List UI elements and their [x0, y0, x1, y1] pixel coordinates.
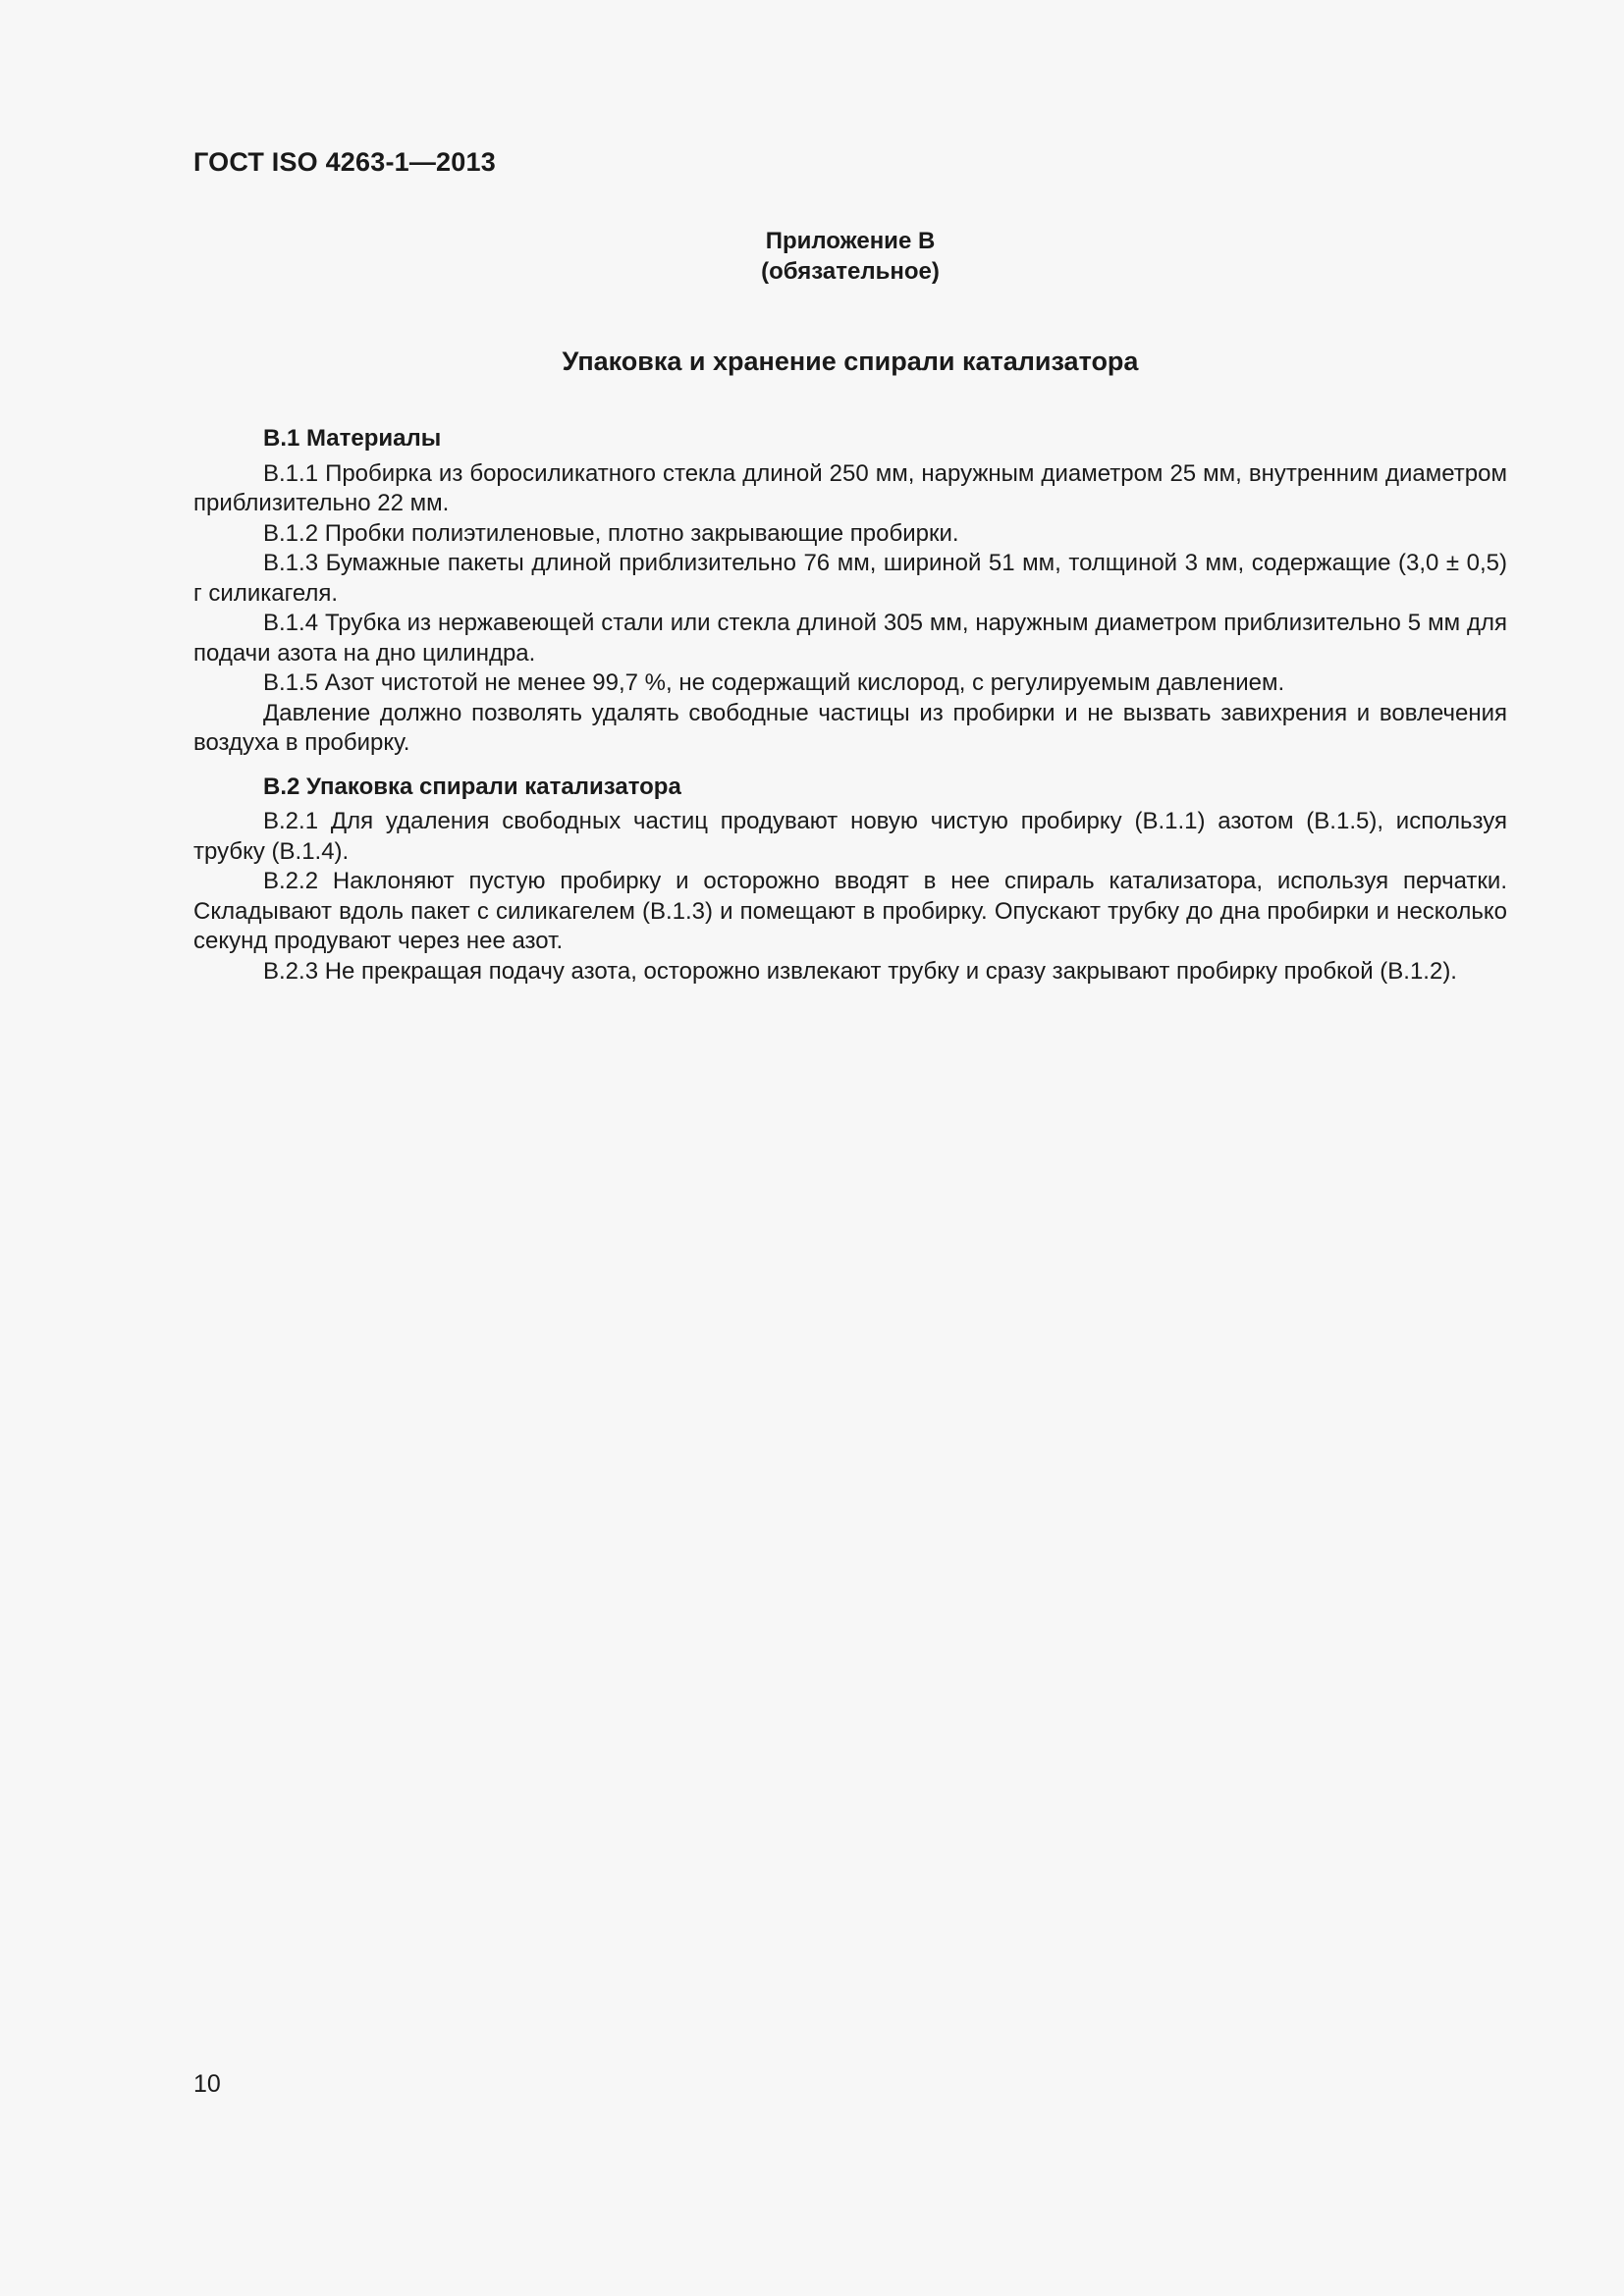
paragraph-b-2-3: В.2.3 Не прекращая подачу азота, осторожно извлекают трубку и сразу закрывают пробирку пробкой (В.1.2). — [263, 957, 1457, 985]
paragraph-b-2-1: В.2.1 Для удаления свободных частиц продувают новую чистую пробирку (В.1.1) азотом (В.1.5), используя трубку (В.1.4). — [193, 808, 1507, 865]
paragraph-b-2-2: В.2.2 Наклоняют пустую пробирку и осторожно вводят в нее спираль катализатора, используя перчатки. Складывают вдоль пакет с силикагелем (В.1.3) и помещают в пробирку. Опускают трубку до дна пробирки и несколько секунд продувают через нее азот. — [193, 868, 1507, 954]
document-body — [193, 424, 1507, 987]
paragraph-b-1-5: В.1.5 Азот чистотой не менее 99,7 %, не содержащий кислород, с регулируемым давлением. — [263, 669, 1285, 696]
paragraph-b-1-2: В.1.2 Пробки полиэтиленовые, плотно закрывающие пробирки. — [263, 519, 959, 547]
page-number: 10 — [193, 2070, 221, 2098]
subsection-heading-materials: В.1 Материалы — [263, 425, 442, 452]
annex-title: Приложение В — [765, 228, 936, 254]
annex-status: (обязательное) — [761, 258, 940, 285]
section-title: Упаковка и хранение спирали катализатора — [562, 347, 1139, 376]
standard-id-header: ГОСТ ISO 4263-1—2013 — [193, 147, 496, 177]
annex-heading — [193, 226, 1507, 287]
paragraph-b-1-3: В.1.3 Бумажные пакеты длиной приблизительно 76 мм, шириной 51 мм, толщиной 3 мм, содержащие (3,0 ± 0,5) г силикагеля. — [193, 550, 1507, 607]
paragraph-pressure-note: Давление должно позволять удалять свободные частицы из пробирки и не вызвать завихрения и вовлечения воздуха в пробирку. — [193, 699, 1507, 756]
paragraph-b-1-4: В.1.4 Трубка из нержавеющей стали или стекла длиной 305 мм, наружным диаметром приблизительно 5 мм для подачи азота на дно цилиндра. — [193, 610, 1507, 667]
subsection-heading-packaging: В.2 Упаковка спирали катализатора — [263, 773, 681, 800]
paragraph-b-1-1: В.1.1 Пробирка из боросиликатного стекла длиной 250 мм, наружным диаметром 25 мм, внутренним диаметром приблизительно 22 мм. — [193, 459, 1507, 516]
